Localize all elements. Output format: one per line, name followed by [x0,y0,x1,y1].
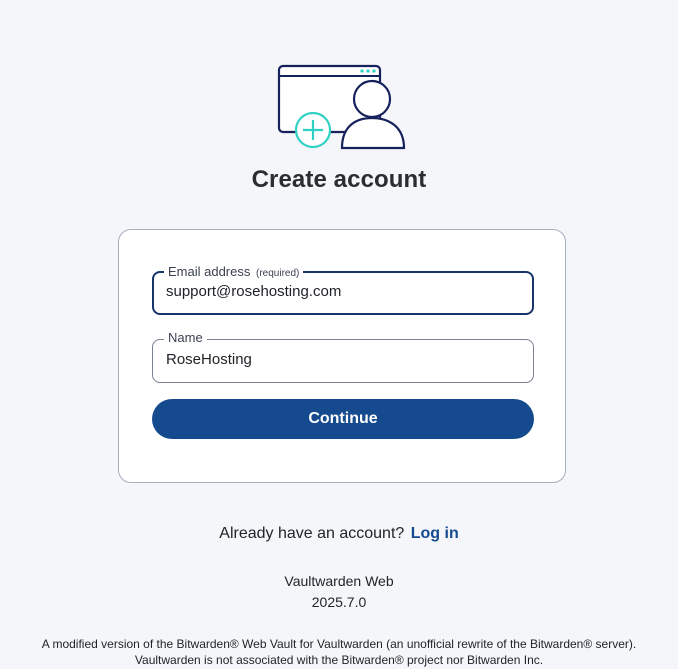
create-account-illustration-icon [276,62,408,152]
email-field-label [164,264,303,282]
email-label-text: Email address [168,264,251,279]
name-input[interactable] [166,351,516,368]
login-prompt-text: Already have an account? [219,525,405,542]
page-title: Create account [251,166,427,193]
app-version: 2025.7.0 [311,594,367,610]
continue-button[interactable]: Continue [152,399,534,439]
email-field[interactable] [152,264,534,315]
name-field[interactable] [152,330,534,383]
footer-disclaimer [0,636,678,668]
login-prompt [0,525,678,543]
footer-line-1: A modified version of the Bitwarden® Web Vault for Vaultwarden (an unofficial rewrite of the Bitwarden® server). [41,637,637,651]
name-field-label: Name [164,330,207,346]
login-link[interactable]: Log in [410,525,459,542]
email-input[interactable] [166,283,516,300]
footer-line-2: Vaultwarden is not associated with the Bitwarden® project nor Bitwarden Inc. [134,653,544,667]
app-name: Vaultwarden Web [284,573,394,589]
signup-form-card [118,229,566,483]
required-tag: (required) [256,268,300,279]
